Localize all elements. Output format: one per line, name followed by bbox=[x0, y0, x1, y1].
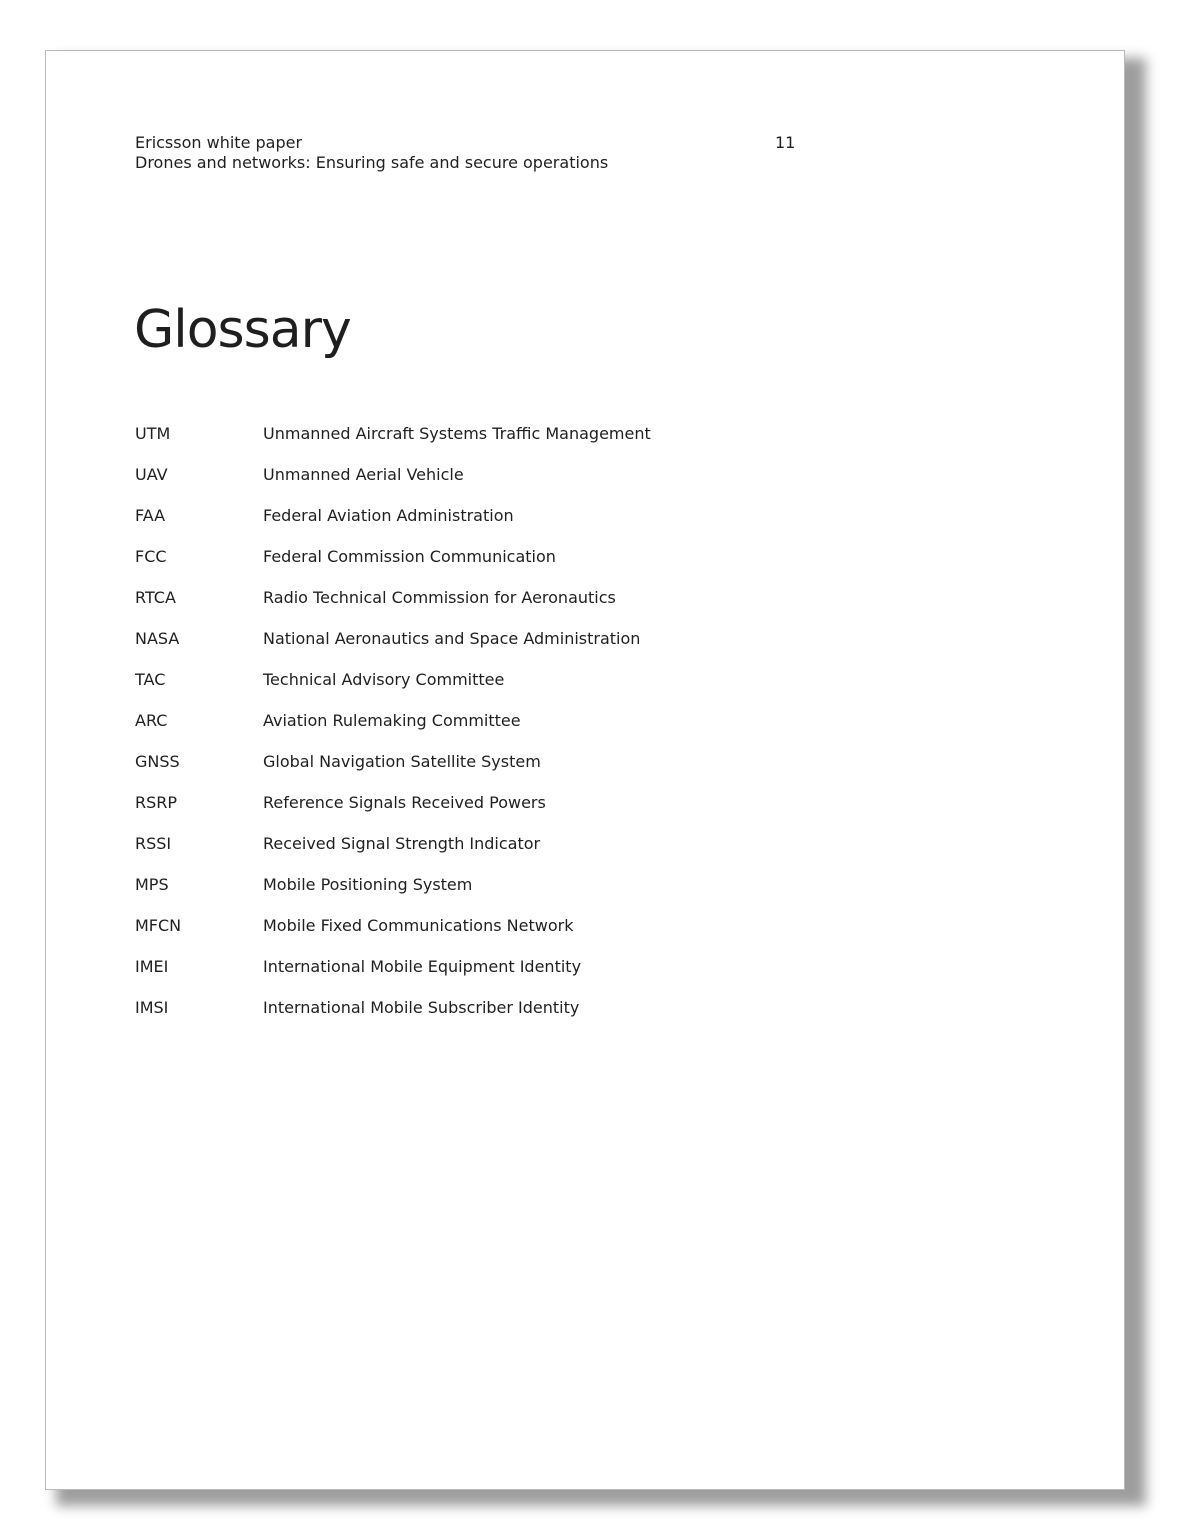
glossary-entry bbox=[135, 618, 835, 659]
glossary-entry bbox=[135, 700, 835, 741]
glossary-term: TAC bbox=[135, 670, 166, 689]
document-subtitle: Drones and networks: Ensuring safe and secure operations bbox=[135, 153, 609, 172]
running-header bbox=[135, 133, 835, 173]
glossary-term: RTCA bbox=[135, 588, 176, 607]
glossary-entry bbox=[135, 823, 835, 864]
glossary-entry bbox=[135, 413, 835, 454]
document-page bbox=[45, 50, 1125, 1490]
glossary-definition: Received Signal Strength Indicator bbox=[263, 834, 541, 853]
glossary-entry bbox=[135, 782, 835, 823]
glossary-definition: Mobile Fixed Communications Network bbox=[263, 916, 574, 935]
glossary-term: IMSI bbox=[135, 998, 169, 1017]
glossary-term: ARC bbox=[135, 711, 168, 730]
glossary-entry bbox=[135, 495, 835, 536]
publication-name: Ericsson white paper bbox=[135, 133, 303, 152]
glossary-definition: Mobile Positioning System bbox=[263, 875, 473, 894]
glossary-entry bbox=[135, 741, 835, 782]
glossary-term: GNSS bbox=[135, 752, 180, 771]
glossary-definition: Aviation Rulemaking Committee bbox=[263, 711, 521, 730]
page-number: 11 bbox=[775, 133, 796, 152]
glossary-definition: Unmanned Aircraft Systems Traffic Management bbox=[263, 424, 651, 443]
glossary-definition: International Mobile Equipment Identity bbox=[263, 957, 582, 976]
glossary-entry bbox=[135, 864, 835, 905]
glossary-entry bbox=[135, 536, 835, 577]
glossary-definition: Federal Commission Communication bbox=[263, 547, 556, 566]
glossary-entry bbox=[135, 577, 835, 618]
glossary-term: UTM bbox=[135, 424, 171, 443]
glossary-definition: National Aeronautics and Space Administration bbox=[263, 629, 641, 648]
glossary-list bbox=[135, 413, 835, 1028]
glossary-definition: Unmanned Aerial Vehicle bbox=[263, 465, 464, 484]
glossary-term: MPS bbox=[135, 875, 169, 894]
glossary-term: IMEI bbox=[135, 957, 169, 976]
glossary-definition: Radio Technical Commission for Aeronautics bbox=[263, 588, 616, 607]
glossary-term: NASA bbox=[135, 629, 180, 648]
glossary-entry bbox=[135, 946, 835, 987]
glossary-entry bbox=[135, 987, 835, 1028]
glossary-definition: Federal Aviation Administration bbox=[263, 506, 514, 525]
glossary-definition: Global Navigation Satellite System bbox=[263, 752, 541, 771]
glossary-definition: Technical Advisory Committee bbox=[263, 670, 505, 689]
glossary-definition: Reference Signals Received Powers bbox=[263, 793, 546, 812]
glossary-term: RSRP bbox=[135, 793, 178, 812]
glossary-entry bbox=[135, 905, 835, 946]
glossary-term: MFCN bbox=[135, 916, 182, 935]
glossary-term: UAV bbox=[135, 465, 168, 484]
glossary-term: RSSI bbox=[135, 834, 172, 853]
glossary-entry bbox=[135, 659, 835, 700]
glossary-entry bbox=[135, 454, 835, 495]
page-title: Glossary bbox=[134, 300, 351, 360]
glossary-term: FAA bbox=[135, 506, 166, 525]
glossary-definition: International Mobile Subscriber Identity bbox=[263, 998, 580, 1017]
glossary-term: FCC bbox=[135, 547, 167, 566]
